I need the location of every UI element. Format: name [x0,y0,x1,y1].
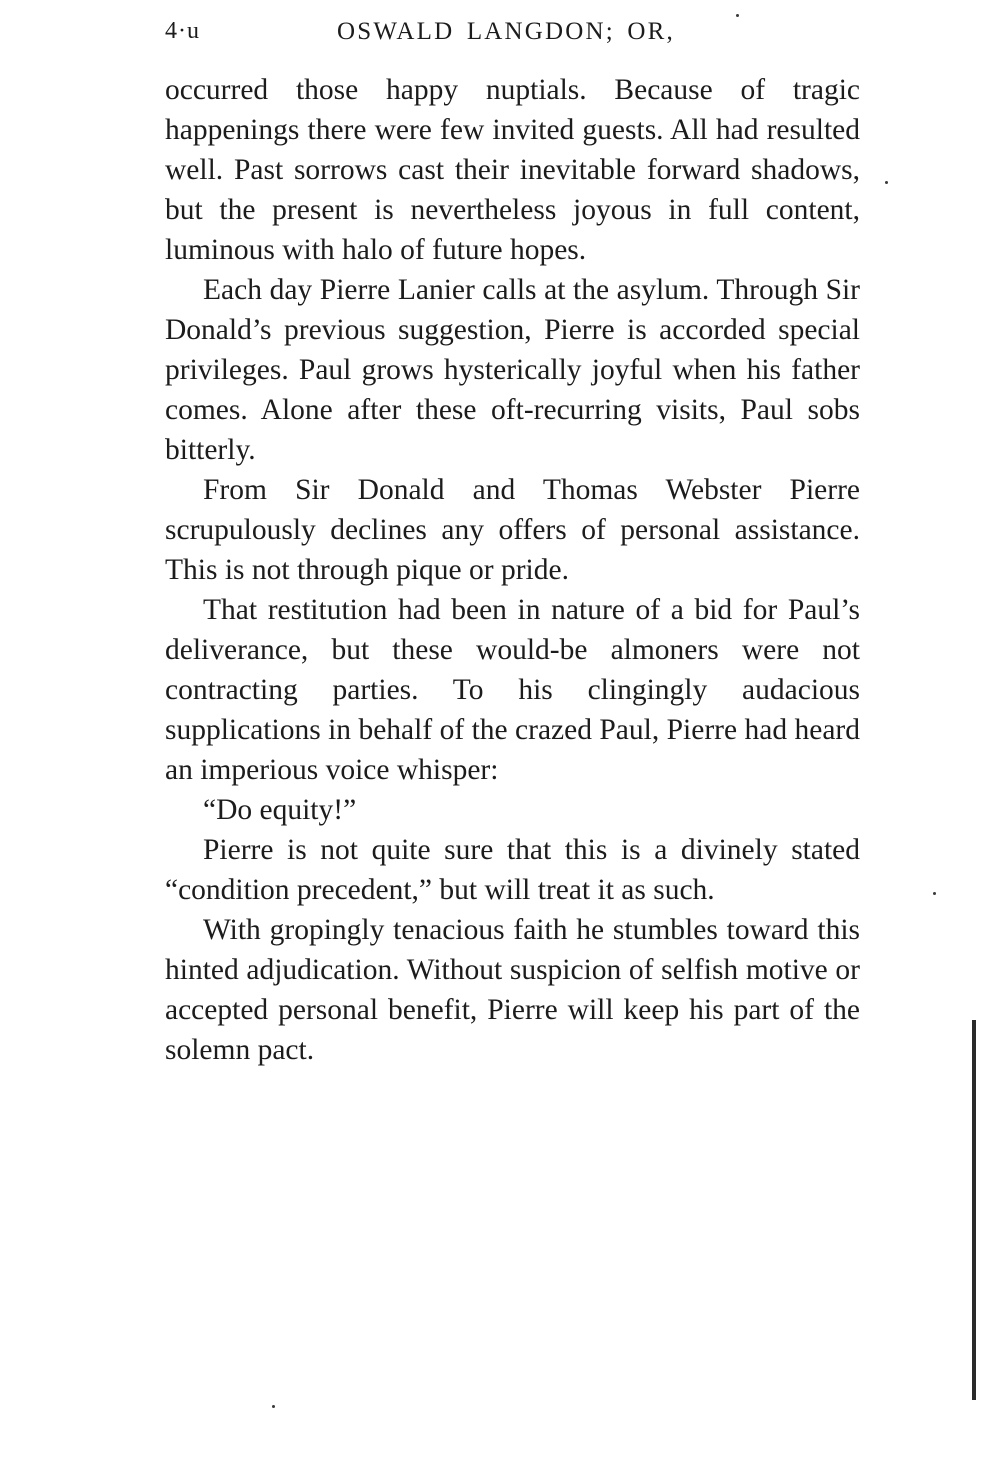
page-number: 4·u [165,18,200,44]
scan-speck [736,14,739,17]
running-title: OSWALD LANGDON; OR, [337,18,675,45]
scan-speck [885,181,888,184]
paragraph-last: With gropingly tenacious faith he stumbles toward this hinted adjudication. Without suspicion of selfish motive or accepted personal benefit, Pierre will keep his part of the solemn pact. [165,914,860,1066]
paragraph: Each day Pierre Lanier calls at the asylum. Through Sir Donald’s previous suggestion, Pierre is accorded special privileges. Paul grows hysterically joyful when his father comes. Alone after these oft-recurring visits, Paul sobs bitterly. [165,274,860,466]
scan-edge-line [972,1020,976,1400]
paragraph-first: occurred those happy nuptials. Because of tragic happenings there were few invited guests. All had resulted well. Past sorrows cast their inevitable forward shadows, but the present is nevertheless joyous in full content, luminous with halo of future hopes. [165,74,860,266]
body-text [165,70,860,1070]
paragraph: From Sir Donald and Thomas Webster Pierre scrupulously declines any offers of personal assistance. This is not through pique or pride. [165,474,860,586]
scan-speck [272,1405,275,1408]
paragraph: Pierre is not quite sure that this is a divinely stated “condition precedent,” but will treat it as such. [165,834,860,906]
quoted-line: “Do equity!” [203,794,357,826]
running-head [165,18,865,52]
paragraph: That restitution had been in nature of a bid for Paul’s deliverance, but these would-be almoners were not contracting parties. To his clingingly audacious supplications in behalf of the crazed Paul, Pierre had heard an imperious voice whisper: [165,594,860,786]
scan-speck [933,892,936,895]
